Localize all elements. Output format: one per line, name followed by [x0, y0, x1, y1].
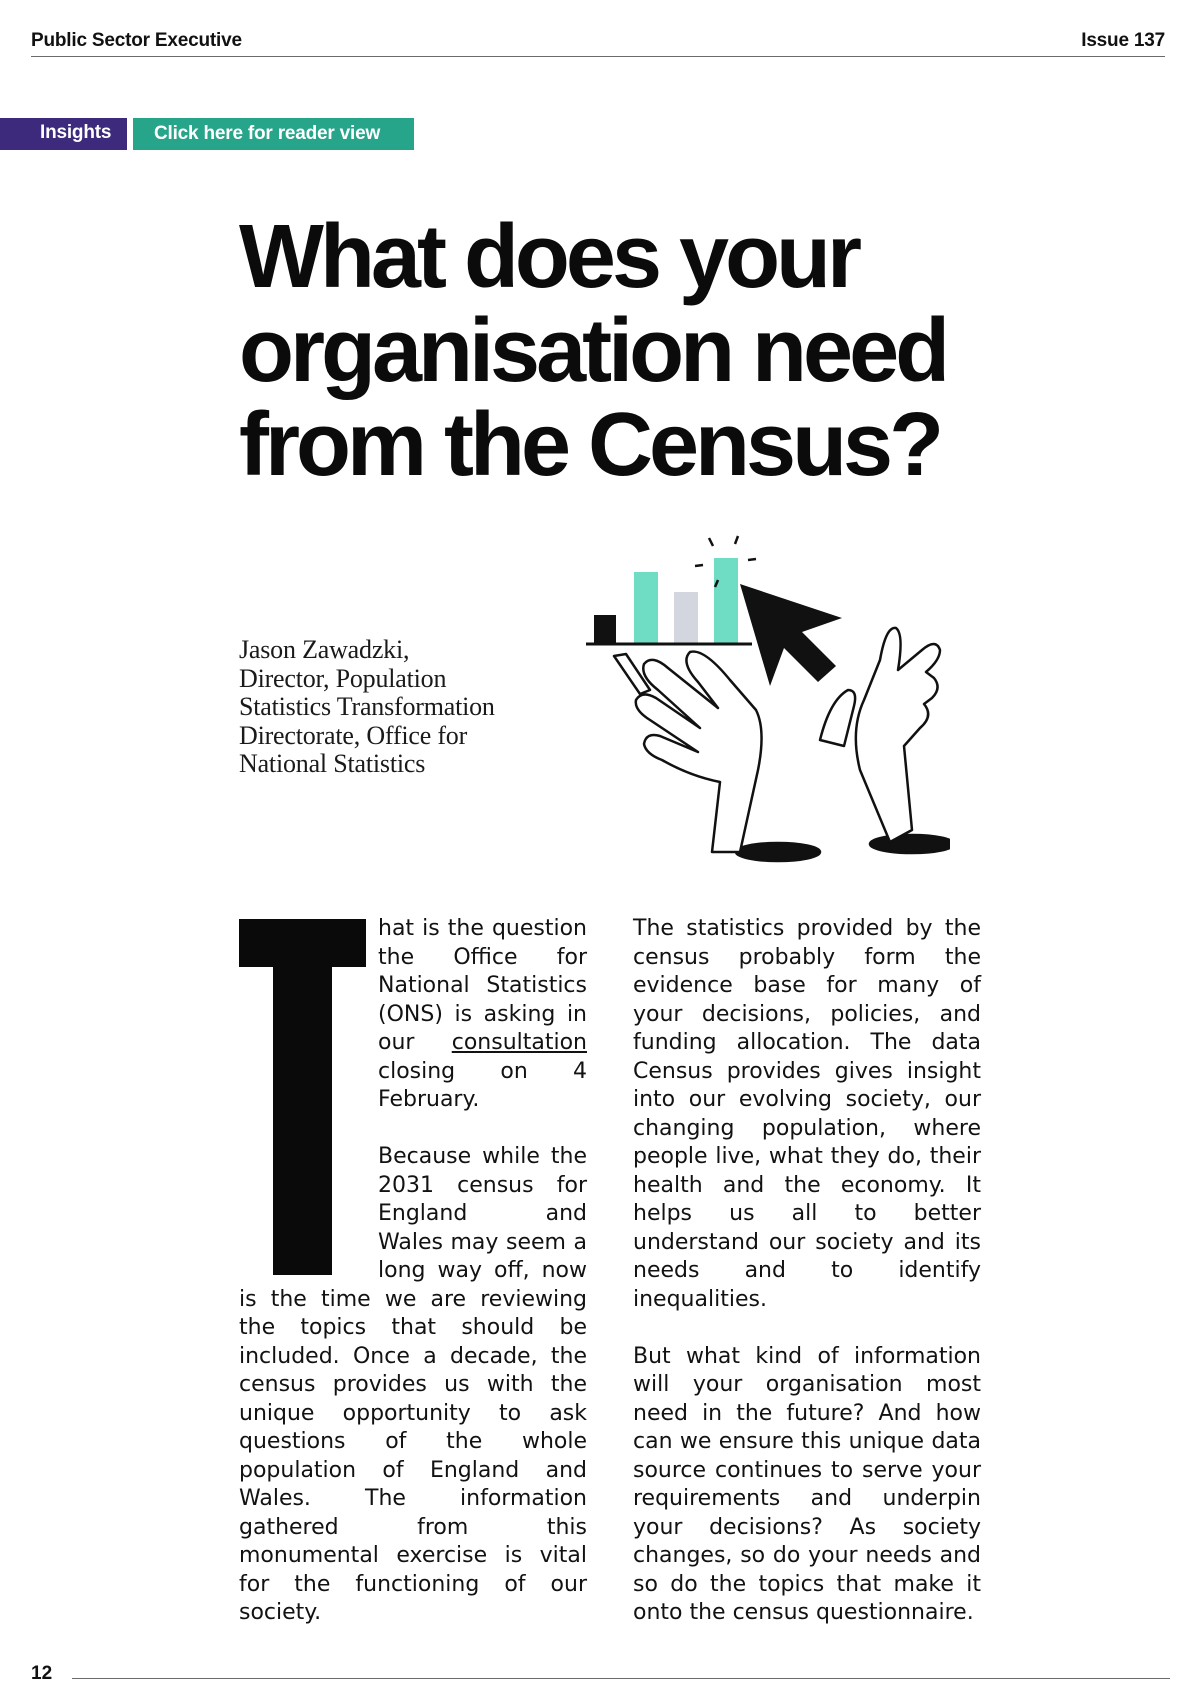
consultation-link[interactable]: consultation: [451, 1030, 587, 1055]
headline-line: What does your: [239, 207, 859, 307]
bar-dark: [594, 615, 616, 643]
paragraph-end: closing on 4 February.: [378, 1058, 587, 1112]
masthead: [31, 30, 1165, 57]
hands-chart-illustration: [580, 530, 950, 875]
byline-line: National Statistics: [239, 749, 426, 778]
article-column-right: [633, 915, 981, 1656]
drop-cap: [239, 919, 366, 1275]
byline-line: Statistics Transformation: [239, 692, 495, 721]
cursor-arrow-icon: [740, 584, 842, 686]
hands-illustration: [614, 628, 950, 861]
paragraph: But what kind of information will your organisation most need in the future? And how can we ensure this unique data source continues to serve your requirements and underpin your decisions? As society changes, so do your needs and so do the topics that make it onto the census questionnaire.: [633, 1343, 981, 1625]
byline-line: Directorate, Office for: [239, 720, 468, 750]
bar-chart-illustration: [586, 536, 756, 644]
paragraph: Because while the 2031 census for England and Wales may seem a long way off, now is the time we are reviewing the topics that should be included. Once a decade, the census provides us with the unique opportunity to ask questions of the whole population of England and Wales. The information gathered from this monumental exercise is vital for the functioning of our society.: [239, 1144, 587, 1625]
byline-line: Jason Zawadzki,: [239, 635, 410, 664]
page-number: 12: [31, 1663, 53, 1684]
bar-teal-1: [634, 572, 658, 643]
issue-number: Issue 137: [1081, 30, 1165, 51]
bar-teal-2: [714, 558, 738, 643]
reader-view-button[interactable]: Click here for reader view: [133, 118, 414, 150]
paragraph-start: hat is the question the Office for National Statistics (ONS) is asking in our: [378, 916, 587, 1055]
section-tag: Insights: [0, 118, 127, 150]
article-headline: [239, 207, 1039, 495]
paragraph: The statistics provided by the census probably form the evidence base for many of your decisions, policies, and funding allocation. The data Census provides gives insight into our evolving society, our changing population, where people live, what they do, their health and the economy. It helps us all to better understand our society and its needs and to identify inequalities.: [633, 916, 981, 1312]
footer-divider: [72, 1678, 1170, 1679]
headline-line: from the Census?: [239, 395, 941, 495]
author-byline: [239, 636, 539, 779]
article-column-left: [239, 915, 587, 1656]
headline-line: organisation need: [239, 301, 947, 401]
bar-grey: [674, 592, 698, 643]
byline-line: Director, Population: [239, 663, 447, 693]
publication-name: Public Sector Executive: [31, 30, 242, 51]
